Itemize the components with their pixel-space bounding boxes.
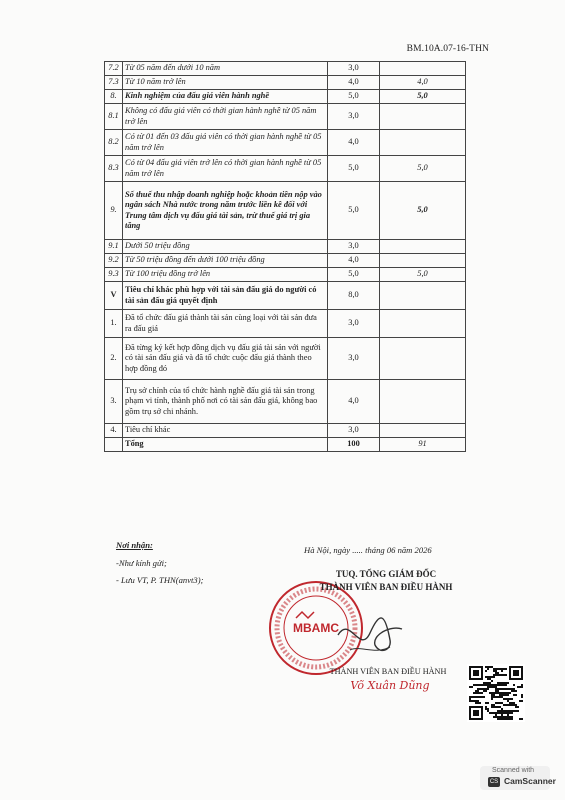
row-label: Dưới 50 triệu đồng (123, 240, 328, 254)
row-label: Từ 05 năm đến dưới 10 năm (123, 62, 328, 76)
recipient-item: - Lưu VT, P. THN(anvt3); (116, 575, 204, 585)
row-max-score: 3,0 (328, 240, 380, 254)
row-given-score: 5,0 (380, 182, 466, 240)
row-max-score: 3,0 (328, 338, 380, 380)
row-max-score: 5,0 (328, 156, 380, 182)
sign-line-2: THÀNH VIÊN BAN ĐIỀU HÀNH (319, 582, 453, 593)
table-row (105, 130, 466, 156)
row-label: Có từ 01 đến 03 đấu giá viên có thời gian hành nghề từ 05 năm trở lên (123, 130, 328, 156)
signer-role: THÀNH VIÊN BAN ĐIỀU HÀNH (329, 667, 447, 676)
row-number: 7.2 (105, 62, 123, 76)
row-max-score: 4,0 (328, 380, 380, 424)
row-number: 9.2 (105, 254, 123, 268)
table-row (105, 104, 466, 130)
table-row (105, 282, 466, 310)
row-max-score: 3,0 (328, 424, 380, 438)
row-number: 2. (105, 338, 123, 380)
row-label: Tổng (123, 438, 328, 452)
table-row (105, 380, 466, 424)
row-number: 9.1 (105, 240, 123, 254)
row-max-score: 5,0 (328, 182, 380, 240)
table-row (105, 438, 466, 452)
recipients-block (116, 540, 203, 592)
row-given-score (380, 282, 466, 310)
table-row (105, 156, 466, 182)
row-label: Từ 50 triệu đồng đến dưới 100 triệu đồng (123, 254, 328, 268)
camscanner-brand: CamScanner (504, 776, 556, 786)
camscanner-logo-icon: CS (489, 779, 499, 785)
row-max-score: 3,0 (328, 104, 380, 130)
table-row (105, 76, 466, 90)
row-number: 9.3 (105, 268, 123, 282)
row-max-score: 3,0 (328, 62, 380, 76)
place-date: Hà Nội, ngày ..... tháng 06 năm 2026 (304, 545, 432, 555)
row-label: Có từ 04 đấu giá viên trở lên có thời gian hành nghề từ 05 năm trở lên (123, 156, 328, 182)
recipients-title: Nơi nhận: (116, 540, 153, 550)
table-row (105, 62, 466, 76)
row-number: 8.3 (105, 156, 123, 182)
table-row (105, 254, 466, 268)
row-given-score: 91 (380, 438, 466, 452)
row-label: Tiêu chí khác (123, 424, 328, 438)
row-label: Đã tổ chức đấu giá thành tài sản cùng loại với tài sản đưa ra đấu giá (123, 310, 328, 338)
criteria-table (104, 61, 466, 452)
row-given-score (380, 62, 466, 76)
table-row (105, 268, 466, 282)
row-label: Không có đấu giá viên có thời gian hành nghề từ 05 năm trở lên (123, 104, 328, 130)
row-number: V (105, 282, 123, 310)
row-given-score (380, 254, 466, 268)
row-number: 8.2 (105, 130, 123, 156)
row-max-score: 4,0 (328, 76, 380, 90)
row-max-score: 5,0 (328, 90, 380, 104)
row-max-score: 4,0 (328, 130, 380, 156)
row-given-score: 5,0 (380, 268, 466, 282)
row-label: Trụ sở chính của tổ chức hành nghề đấu giá tài sản trong phạm vi tỉnh, thành phố nơi có tài sản đấu giá, không bao gồm trụ sở chi nhánh. (123, 380, 328, 424)
row-label: Tiêu chí khác phù hợp với tài sản đấu giá do người có tài sản đấu giá quyết định (123, 282, 328, 310)
row-number: 8.1 (105, 104, 123, 130)
row-label: Đã từng ký kết hợp đồng dịch vụ đấu giá tài sản với người có tài sản đấu giá và đã tổ chức cuộc đấu giá thành theo hợp đồng đó (123, 338, 328, 380)
row-number: 9. (105, 182, 123, 240)
row-max-score: 8,0 (328, 282, 380, 310)
table-row (105, 424, 466, 438)
row-number (105, 438, 123, 452)
row-number: 3. (105, 380, 123, 424)
row-given-score: 4,0 (380, 76, 466, 90)
row-max-score: 100 (328, 438, 380, 452)
stamp-brand: MBAMC (293, 621, 339, 635)
row-label: Từ 100 triệu đồng trở lên (123, 268, 328, 282)
row-given-score (380, 310, 466, 338)
row-number: 7.3 (105, 76, 123, 90)
row-label: Từ 10 năm trở lên (123, 76, 328, 90)
signature (330, 605, 410, 665)
table-row (105, 338, 466, 380)
camscanner-badge (480, 766, 556, 790)
row-given-score: 5,0 (380, 90, 466, 104)
row-max-score: 5,0 (328, 268, 380, 282)
table-row (105, 240, 466, 254)
row-max-score: 3,0 (328, 310, 380, 338)
signer-name: Võ Xuân Dũng (350, 679, 430, 692)
row-number: 1. (105, 310, 123, 338)
table-row (105, 90, 466, 104)
row-given-score (380, 338, 466, 380)
row-number: 4. (105, 424, 123, 438)
sign-line-1: TUQ. TỔNG GIÁM ĐỐC (335, 569, 437, 579)
row-given-score: 5,0 (380, 156, 466, 182)
row-label: Số thuế thu nhập doanh nghiệp hoặc khoản tiền nộp vào ngân sách Nhà nước trong năm trước liền kề đối với Trung tâm dịch vụ đấu giá tài sản, trừ thuế giá trị gia tăng (123, 182, 328, 240)
scanned-label: Scanned with (492, 767, 535, 774)
table-row (105, 310, 466, 338)
row-label: Kinh nghiệm của đấu giá viên hành nghề (123, 90, 328, 104)
row-number: 8. (105, 90, 123, 104)
qr-code (467, 664, 525, 722)
table-row (105, 182, 466, 240)
recipient-item: -Như kính gửi; (116, 558, 167, 568)
row-given-score (380, 240, 466, 254)
row-given-score (380, 104, 466, 130)
row-given-score (380, 424, 466, 438)
row-given-score (380, 130, 466, 156)
row-given-score (380, 380, 466, 424)
document-code: BM.10A.07-16-THN (406, 44, 489, 54)
row-max-score: 4,0 (328, 254, 380, 268)
